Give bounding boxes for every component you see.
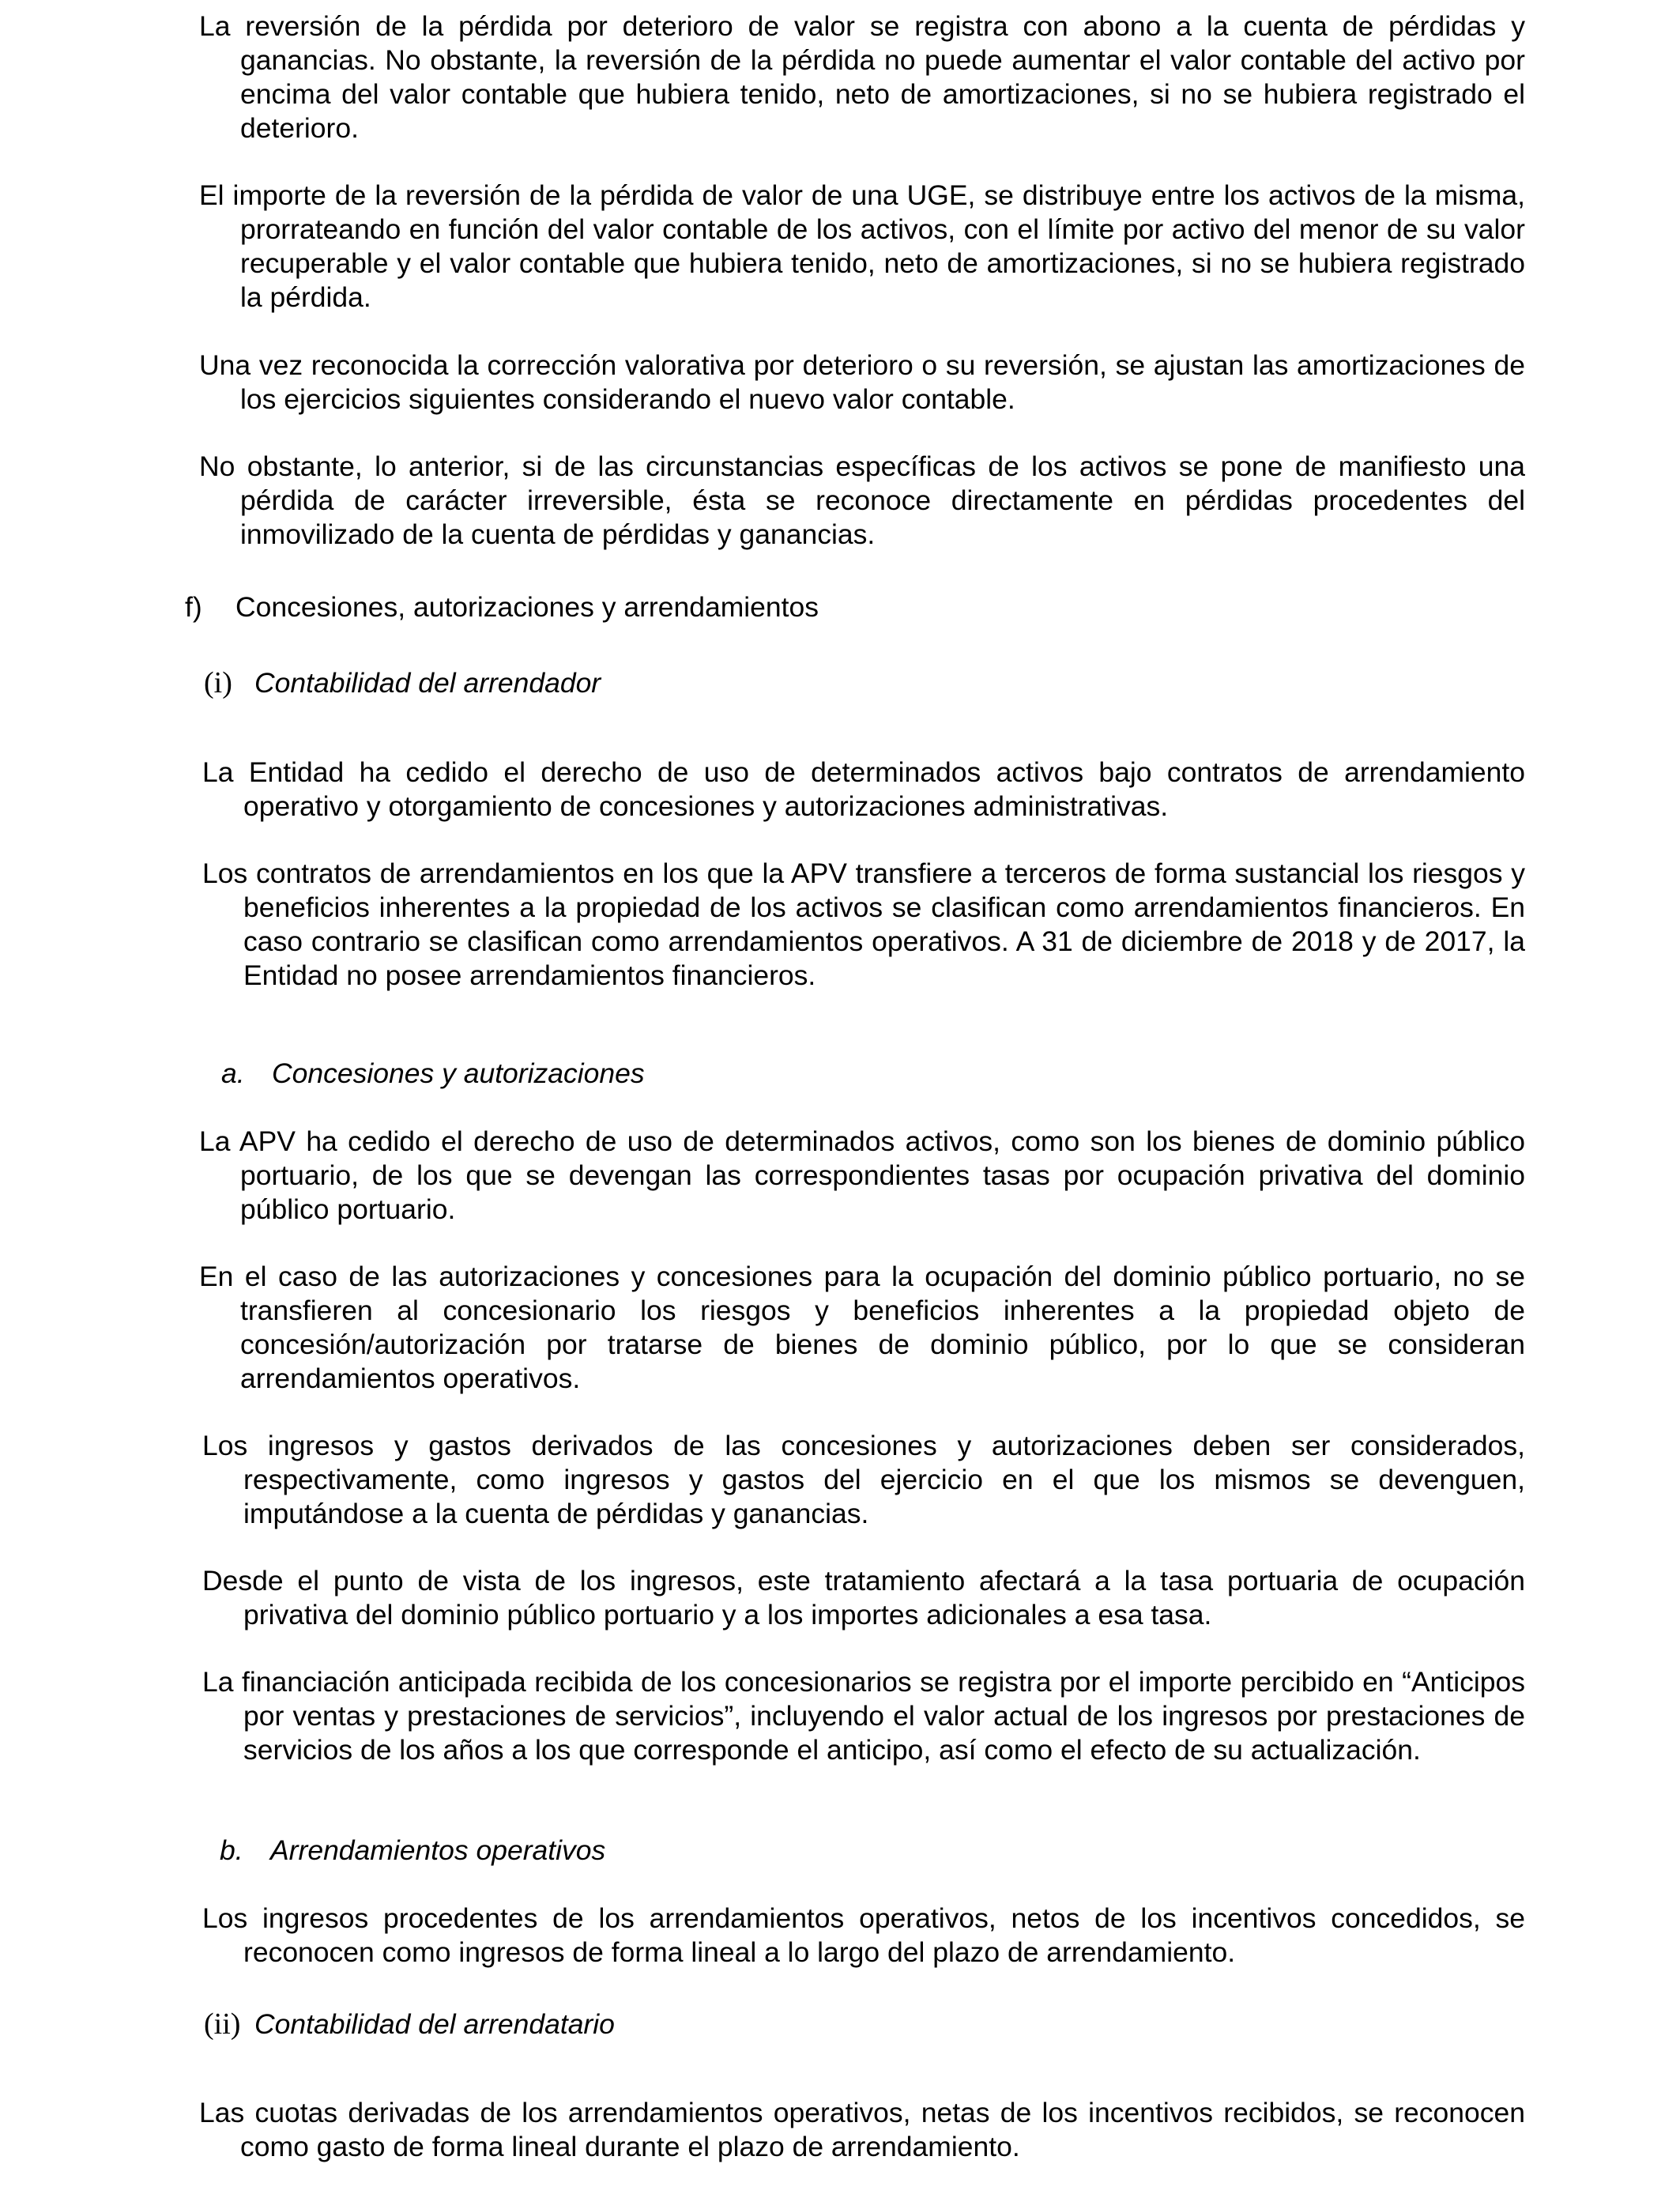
paragraph-financiacion-anticipada: La financiación anticipada recibida de los concesionarios se registra por el importe percibido en “Anticipos por ventas y prestaciones de servicios”, incluyendo el valor actual de los ingresos por prestaciones de servicios de los años a los que corresponde el anticipo, así como el efecto de su actualización. — [202, 1666, 1525, 1766]
paragraph-autorizaciones-concesiones: En el caso de las autorizaciones y concesiones para la ocupación del dominio público portuario, no se transfieren al concesionario los riesgos y beneficios inherentes a la propiedad objeto de concesión/autorización por tratarse de bienes de dominio público, por lo que se consideran arrendamientos operativos. — [199, 1261, 1525, 1394]
paragraph-perdida-irreversible: No obstante, lo anterior, si de las circunstancias específicas de los activos se pone de manifiesto una pérdida de carácter irreversible, ésta se reconoce directamente en pérdidas procedentes del inmovilizado de la cuenta de pérdidas y ganancias. — [199, 450, 1525, 550]
section-f-heading — [185, 590, 819, 624]
paragraph-ingresos-arrendamientos: Los ingresos procedentes de los arrendamientos operativos, netos de los incentivos concedidos, se reconocen como ingresos de forma lineal a lo largo del plazo de arrendamiento. — [202, 1902, 1525, 1968]
subsection-a-marker: a. — [221, 1057, 245, 1089]
subsection-a-heading — [221, 1057, 645, 1091]
subsection-b-title: Arrendamientos operativos — [270, 1834, 606, 1866]
subsection-b-marker: b. — [220, 1834, 243, 1866]
subsection-ii-title: Contabilidad del arrendatario — [254, 2008, 615, 2040]
section-f-title: Concesiones, autorizaciones y arrendamientos — [235, 591, 819, 623]
paragraph-reversion-perdida: La reversión de la pérdida por deterioro de valor se registra con abono a la cuenta de pérdidas y ganancias. No obstante, la reversión de la pérdida no puede aumentar el valor contable del activo por encima del valor contable que hubiera tenido, neto de amortizaciones, si no se hubiera registrado el deterioro. — [199, 10, 1525, 144]
paragraph-punto-vista-ingresos: Desde el punto de vista de los ingresos, este tratamiento afectará a la tasa portuaria de ocupación privativa del dominio público portuario y a los importes adicionales a esa tasa. — [202, 1565, 1525, 1630]
section-f-marker: f) — [185, 591, 202, 623]
paragraph-cesion-derecho-uso: La Entidad ha cedido el derecho de uso de determinados activos bajo contratos de arrendamiento operativo y otorgamiento de concesiones y autorizaciones administrativas. — [202, 756, 1525, 822]
subsection-i-heading — [204, 666, 601, 700]
paragraph-dominio-publico: La APV ha cedido el derecho de uso de determinados activos, como son los bienes de dominio público portuario, de los que se devengan las correspondientes tasas por ocupación privativa del dominio público portuario. — [199, 1125, 1525, 1225]
paragraph-cuotas-arrendamientos: Las cuotas derivadas de los arrendamientos operativos, netas de los incentivos recibidos, se reconocen como gasto de forma lineal durante el plazo de arrendamiento. — [199, 2097, 1525, 2162]
subsection-i-marker: (i) — [204, 666, 232, 699]
subsection-ii-heading — [204, 2007, 615, 2041]
paragraph-contratos-arrendamiento: Los contratos de arrendamientos en los que la APV transfiere a terceros de forma sustancial los riesgos y beneficios inherentes a la propiedad de los activos se clasifican como arrendamientos financieros. En caso contrario se clasifican como arrendamientos operativos. A 31 de diciembre de 2018 y de 2017, la Entidad no posee arrendamientos financieros. — [202, 858, 1525, 991]
subsection-b-heading — [220, 1834, 606, 1868]
paragraph-ingresos-gastos: Los ingresos y gastos derivados de las concesiones y autorizaciones deben ser considerados, respectivamente, como ingresos y gastos del ejercicio en el que los mismos se devenguen, imputándose a la cuenta de pérdidas y ganancias. — [202, 1430, 1525, 1529]
paragraph-reversion-uge: El importe de la reversión de la pérdida de valor de una UGE, se distribuye entre los activos de la misma, prorrateando en función del valor contable de los activos, con el límite por activo del menor de su valor recuperable y el valor contable que hubiera tenido, neto de amortizaciones, si no se hubiera registrado la pérdida. — [199, 179, 1525, 313]
subsection-i-title: Contabilidad del arrendador — [254, 667, 601, 699]
subsection-ii-marker: (ii) — [204, 2007, 241, 2041]
paragraph-ajuste-amortizaciones: Una vez reconocida la corrección valorativa por deterioro o su reversión, se ajustan las amortizaciones de los ejercicios siguientes considerando el nuevo valor contable. — [199, 349, 1525, 415]
subsection-a-title: Concesiones y autorizaciones — [272, 1057, 645, 1089]
